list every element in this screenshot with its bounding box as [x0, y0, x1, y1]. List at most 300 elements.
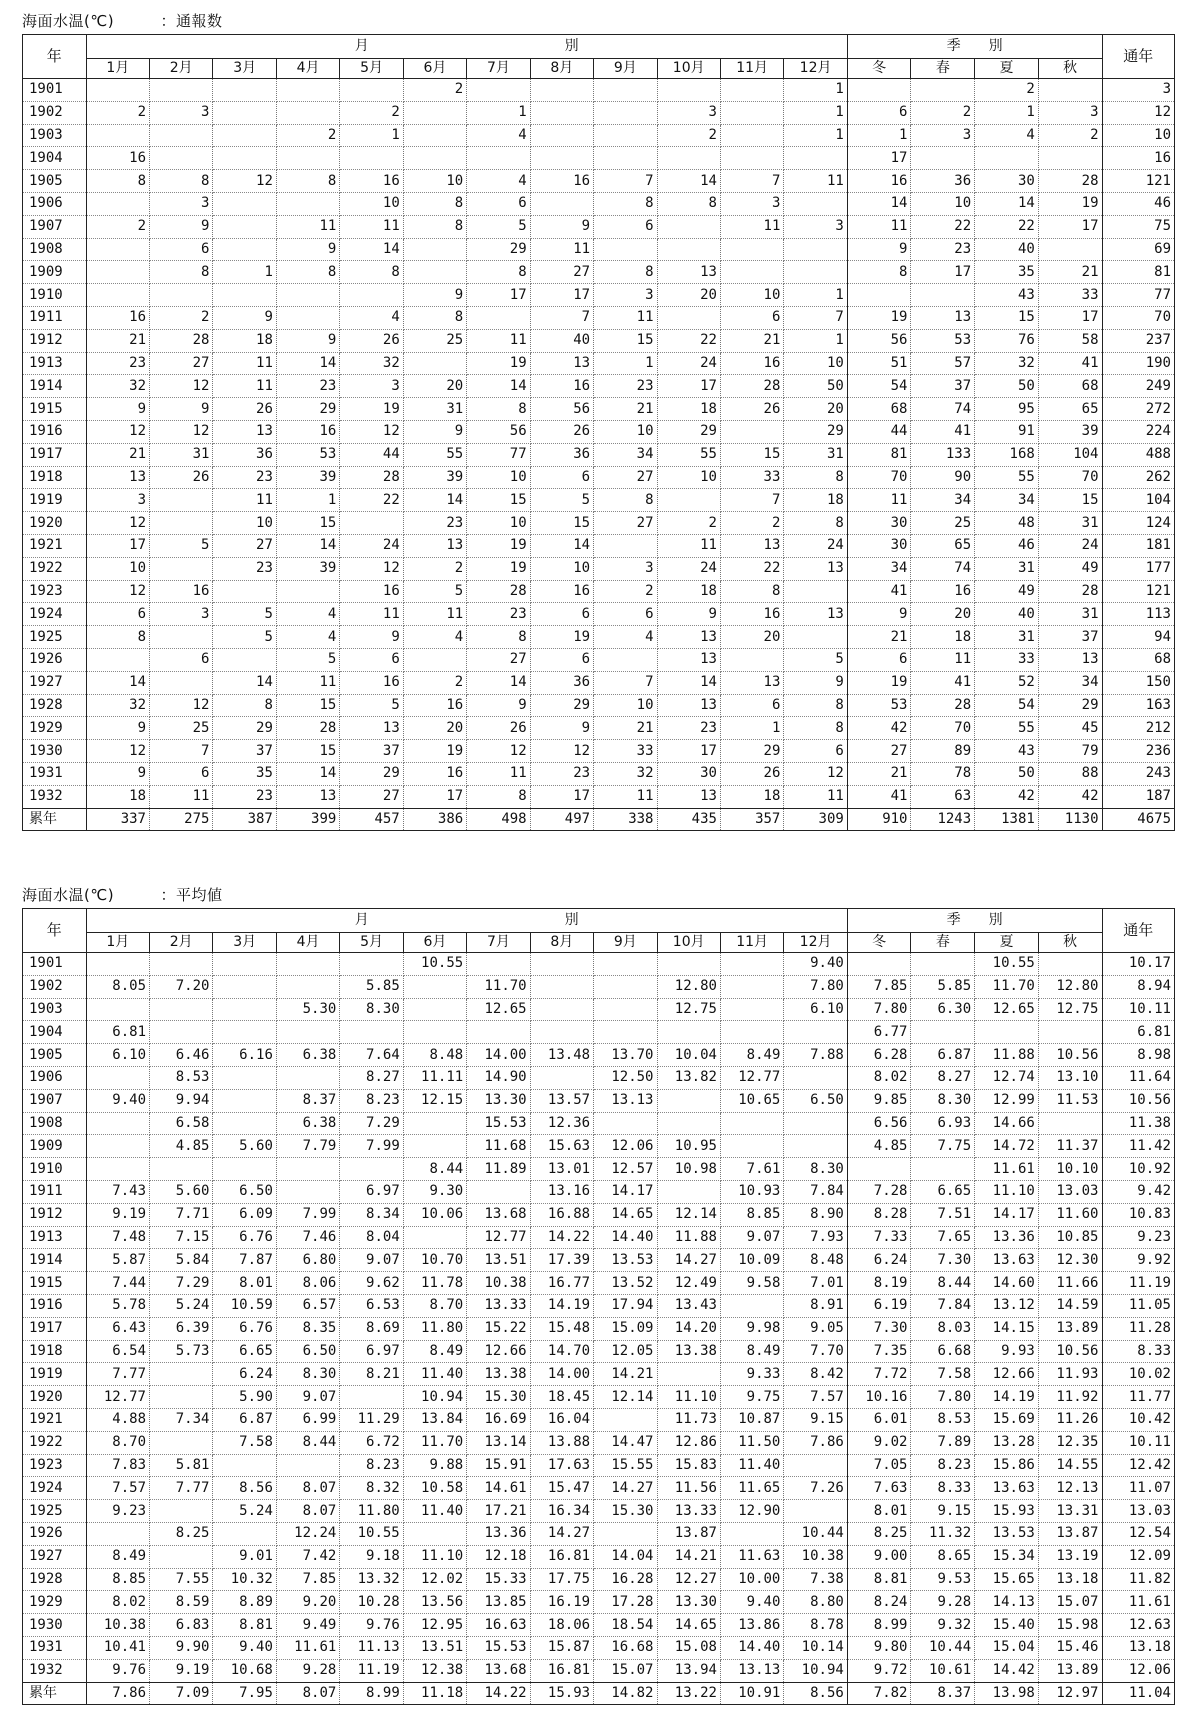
season-value-cell: 22: [975, 215, 1039, 238]
month-value-cell: [720, 1112, 783, 1135]
month-value-cell: [467, 1021, 530, 1044]
month-value-cell: 9: [340, 626, 403, 649]
month-value-cell: 9: [403, 284, 466, 307]
year-cell: 1929: [23, 717, 87, 740]
month-value-cell: 497: [530, 808, 593, 831]
season-value-cell: [847, 1158, 911, 1181]
total-row: [23, 1682, 1175, 1705]
month-value-cell: [213, 1522, 276, 1545]
season-value-cell: 7.28: [847, 1180, 911, 1203]
month-value-cell: 32: [86, 375, 149, 398]
table-row: [23, 998, 1175, 1021]
month-value-cell: [86, 1066, 149, 1089]
month-header: 6月: [403, 933, 466, 953]
annual-value-cell: 10.92: [1102, 1158, 1175, 1181]
month-value-cell: 9.49: [276, 1614, 339, 1637]
season-value-cell: 15: [1038, 489, 1102, 512]
season-value-cell: 14: [975, 192, 1039, 215]
month-value-cell: 8.49: [720, 1340, 783, 1363]
month-value-cell: [150, 489, 213, 512]
month-value-cell: 6: [467, 192, 530, 215]
month-value-cell: [403, 147, 466, 170]
month-value-cell: 8.30: [784, 1158, 847, 1181]
month-value-cell: 8.48: [784, 1249, 847, 1272]
month-value-cell: 17: [657, 740, 720, 763]
month-value-cell: 15.53: [467, 1112, 530, 1135]
table-row: [23, 79, 1175, 102]
season-value-cell: 7.80: [847, 998, 911, 1021]
month-value-cell: 26: [213, 398, 276, 421]
season-value-cell: 41: [847, 785, 911, 808]
month-value-cell: 53: [276, 443, 339, 466]
month-header: 11月: [720, 933, 783, 953]
month-value-cell: 8.44: [403, 1158, 466, 1181]
month-value-cell: 5: [340, 694, 403, 717]
month-header: 5月: [340, 59, 403, 79]
season-value-cell: 12.99: [975, 1089, 1039, 1112]
season-value-cell: 11.70: [975, 975, 1039, 998]
month-value-cell: 8.99: [340, 1682, 403, 1705]
season-value-cell: [911, 284, 975, 307]
year-cell: 1912: [23, 329, 87, 352]
season-value-cell: 70: [911, 717, 975, 740]
season-header: 冬: [847, 933, 911, 953]
annual-value-cell: 10.83: [1102, 1203, 1175, 1226]
month-value-cell: 2: [403, 671, 466, 694]
month-value-cell: [86, 1522, 149, 1545]
season-value-cell: 13.19: [1038, 1545, 1102, 1568]
month-value-cell: 13: [720, 534, 783, 557]
table-row: [23, 694, 1175, 717]
month-value-cell: [784, 192, 847, 215]
season-value-cell: 12.97: [1038, 1682, 1102, 1705]
month-value-cell: 14.90: [467, 1066, 530, 1089]
month-value-cell: [657, 215, 720, 238]
month-value-cell: 13.38: [467, 1363, 530, 1386]
month-value-cell: 435: [657, 808, 720, 831]
month-value-cell: 10.65: [720, 1089, 783, 1112]
season-value-cell: 54: [975, 694, 1039, 717]
annual-column-header: 通年: [1102, 35, 1175, 79]
month-value-cell: 18.54: [594, 1614, 657, 1637]
season-value-cell: 42: [1038, 785, 1102, 808]
season-value-cell: 2: [975, 79, 1039, 102]
month-value-cell: 6.99: [276, 1408, 339, 1431]
annual-value-cell: 150: [1102, 671, 1175, 694]
month-value-cell: [276, 101, 339, 124]
month-value-cell: 7.43: [86, 1180, 149, 1203]
month-value-cell: [657, 489, 720, 512]
month-value-cell: 9: [530, 215, 593, 238]
month-value-cell: 12.77: [467, 1226, 530, 1249]
year-cell: 1903: [23, 124, 87, 147]
season-value-cell: 1381: [975, 808, 1039, 831]
month-value-cell: 10: [657, 466, 720, 489]
month-value-cell: 25: [150, 717, 213, 740]
month-value-cell: 16.19: [530, 1591, 593, 1614]
month-value-cell: 5.60: [213, 1135, 276, 1158]
month-value-cell: 26: [530, 420, 593, 443]
season-value-cell: 9: [847, 238, 911, 261]
month-value-cell: [340, 1021, 403, 1044]
month-value-cell: 12: [340, 557, 403, 580]
month-value-cell: 9: [403, 420, 466, 443]
table-row: [23, 101, 1175, 124]
month-value-cell: 15.55: [594, 1454, 657, 1477]
month-value-cell: [594, 648, 657, 671]
year-cell: 1922: [23, 1431, 87, 1454]
month-value-cell: [657, 1112, 720, 1135]
annual-value-cell: 11.42: [1102, 1135, 1175, 1158]
year-cell: 1904: [23, 1021, 87, 1044]
month-value-cell: 28: [276, 717, 339, 740]
month-value-cell: 8: [276, 170, 339, 193]
month-value-cell: 11.80: [403, 1317, 466, 1340]
season-value-cell: 17: [911, 261, 975, 284]
month-value-cell: [594, 101, 657, 124]
month-value-cell: 8.56: [784, 1682, 847, 1705]
season-value-cell: 18: [911, 626, 975, 649]
season-value-cell: 9.53: [911, 1568, 975, 1591]
year-cell: 1905: [23, 170, 87, 193]
month-value-cell: [213, 284, 276, 307]
month-value-cell: 17: [530, 284, 593, 307]
month-value-cell: 11.88: [657, 1226, 720, 1249]
season-header: 春: [911, 59, 975, 79]
year-column-header: 年: [23, 35, 87, 79]
year-cell: 1921: [23, 534, 87, 557]
month-value-cell: 10: [784, 352, 847, 375]
season-value-cell: 33: [1038, 284, 1102, 307]
month-value-cell: 15.91: [467, 1454, 530, 1477]
month-value-cell: [86, 1158, 149, 1181]
month-value-cell: 13.51: [403, 1636, 466, 1659]
annual-value-cell: 16: [1102, 147, 1175, 170]
season-value-cell: 17: [1038, 215, 1102, 238]
month-value-cell: 8.27: [340, 1066, 403, 1089]
season-value-cell: 10: [911, 192, 975, 215]
month-value-cell: 12.75: [657, 998, 720, 1021]
year-cell: 累年: [23, 1682, 87, 1705]
season-value-cell: 11.26: [1038, 1408, 1102, 1431]
month-value-cell: 11.10: [657, 1386, 720, 1409]
month-value-cell: 11.63: [720, 1545, 783, 1568]
table-row: [23, 648, 1175, 671]
month-value-cell: 18: [720, 785, 783, 808]
month-value-cell: 8: [657, 192, 720, 215]
season-value-cell: 11: [847, 489, 911, 512]
season-value-cell: 8.81: [847, 1568, 911, 1591]
month-value-cell: 35: [213, 762, 276, 785]
month-value-cell: 10.38: [467, 1272, 530, 1295]
month-value-cell: 9.40: [784, 953, 847, 976]
season-value-cell: 53: [847, 694, 911, 717]
annual-value-cell: 163: [1102, 694, 1175, 717]
month-value-cell: 33: [720, 466, 783, 489]
month-value-cell: [720, 1021, 783, 1044]
season-value-cell: 6.68: [911, 1340, 975, 1363]
month-value-cell: 18: [213, 329, 276, 352]
month-value-cell: 8: [150, 170, 213, 193]
month-value-cell: 7.57: [86, 1477, 149, 1500]
month-value-cell: 9.40: [720, 1591, 783, 1614]
month-value-cell: 13.82: [657, 1066, 720, 1089]
month-value-cell: 13.52: [594, 1272, 657, 1295]
annual-value-cell: 249: [1102, 375, 1175, 398]
month-value-cell: [594, 975, 657, 998]
month-value-cell: 9: [530, 717, 593, 740]
month-value-cell: 13.36: [467, 1522, 530, 1545]
annual-value-cell: 237: [1102, 329, 1175, 352]
month-value-cell: 15.08: [657, 1636, 720, 1659]
month-value-cell: 3: [657, 101, 720, 124]
season-value-cell: 9.85: [847, 1089, 911, 1112]
month-value-cell: 20: [403, 375, 466, 398]
year-cell: 1907: [23, 215, 87, 238]
month-value-cell: 7.44: [86, 1272, 149, 1295]
month-value-cell: [213, 79, 276, 102]
season-value-cell: 7.30: [847, 1317, 911, 1340]
month-value-cell: 12.95: [403, 1614, 466, 1637]
season-value-cell: 14.17: [975, 1203, 1039, 1226]
season-value-cell: 133: [911, 443, 975, 466]
month-value-cell: 10.59: [213, 1294, 276, 1317]
month-value-cell: 15.93: [530, 1682, 593, 1705]
month-value-cell: 13.85: [467, 1591, 530, 1614]
month-value-cell: 4: [467, 170, 530, 193]
year-cell: 1932: [23, 785, 87, 808]
month-value-cell: 9: [467, 694, 530, 717]
month-value-cell: 7: [784, 306, 847, 329]
month-value-cell: 9.58: [720, 1272, 783, 1295]
month-value-cell: [720, 953, 783, 976]
month-value-cell: 12.77: [86, 1386, 149, 1409]
month-value-cell: 8.44: [276, 1431, 339, 1454]
month-value-cell: 2: [720, 512, 783, 535]
month-value-cell: 14.27: [594, 1477, 657, 1500]
month-value-cell: 11.61: [276, 1636, 339, 1659]
season-value-cell: 25: [911, 512, 975, 535]
month-value-cell: [213, 580, 276, 603]
annual-value-cell: 4675: [1102, 808, 1175, 831]
month-value-cell: 77: [467, 443, 530, 466]
season-value-cell: 13: [911, 306, 975, 329]
month-value-cell: 16.63: [467, 1614, 530, 1637]
month-value-cell: 11: [784, 785, 847, 808]
month-value-cell: 16.81: [530, 1545, 593, 1568]
season-value-cell: 34: [911, 489, 975, 512]
month-value-cell: 4.85: [150, 1135, 213, 1158]
annual-value-cell: 81: [1102, 261, 1175, 284]
month-value-cell: 7: [594, 170, 657, 193]
month-value-cell: [150, 671, 213, 694]
month-value-cell: 4: [276, 603, 339, 626]
season-value-cell: 56: [847, 329, 911, 352]
season-value-cell: 8.24: [847, 1591, 911, 1614]
season-value-cell: 7.82: [847, 1682, 911, 1705]
month-value-cell: 15: [467, 489, 530, 512]
season-header: 冬: [847, 59, 911, 79]
season-value-cell: 910: [847, 808, 911, 831]
month-value-cell: [657, 306, 720, 329]
month-value-cell: 1: [784, 284, 847, 307]
month-value-cell: 387: [213, 808, 276, 831]
month-value-cell: 17.94: [594, 1294, 657, 1317]
month-value-cell: 15.09: [594, 1317, 657, 1340]
season-value-cell: 104: [1038, 443, 1102, 466]
month-value-cell: 6: [150, 648, 213, 671]
month-value-cell: [150, 1545, 213, 1568]
month-value-cell: 10.38: [86, 1614, 149, 1637]
month-value-cell: 16: [530, 375, 593, 398]
month-value-cell: 8.01: [213, 1272, 276, 1295]
season-value-cell: [1038, 79, 1102, 102]
month-value-cell: 6: [340, 648, 403, 671]
month-value-cell: 14: [340, 238, 403, 261]
month-value-cell: 14.40: [720, 1636, 783, 1659]
season-value-cell: 2: [911, 101, 975, 124]
table-row: [23, 1226, 1175, 1249]
month-value-cell: [403, 998, 466, 1021]
month-value-cell: 12: [340, 420, 403, 443]
season-value-cell: 31: [1038, 603, 1102, 626]
month-value-cell: 13.94: [657, 1659, 720, 1682]
month-value-cell: 12.15: [403, 1089, 466, 1112]
season-value-cell: 9.15: [911, 1500, 975, 1523]
season-value-cell: 9.93: [975, 1340, 1039, 1363]
month-value-cell: 9.30: [403, 1180, 466, 1203]
annual-value-cell: 190: [1102, 352, 1175, 375]
month-value-cell: 8.78: [784, 1614, 847, 1637]
month-value-cell: 21: [594, 717, 657, 740]
month-value-cell: 6.76: [213, 1226, 276, 1249]
month-value-cell: 4: [340, 306, 403, 329]
month-value-cell: 337: [86, 808, 149, 831]
month-value-cell: 20: [784, 398, 847, 421]
month-value-cell: 50: [784, 375, 847, 398]
table-row: [23, 785, 1175, 808]
month-value-cell: 7.88: [784, 1044, 847, 1067]
seasonal-group-header: 季 別: [847, 909, 1102, 933]
month-value-cell: 7.55: [150, 1568, 213, 1591]
table-row: [23, 1180, 1175, 1203]
season-value-cell: [1038, 1112, 1102, 1135]
season-value-cell: 34: [975, 489, 1039, 512]
year-cell: 1921: [23, 1408, 87, 1431]
month-value-cell: 23: [594, 375, 657, 398]
season-value-cell: 28: [1038, 580, 1102, 603]
season-value-cell: [847, 284, 911, 307]
season-value-cell: 41: [911, 420, 975, 443]
month-value-cell: 21: [86, 443, 149, 466]
month-value-cell: 9: [86, 717, 149, 740]
month-value-cell: 11.50: [720, 1431, 783, 1454]
month-header: 7月: [467, 933, 530, 953]
month-header: 4月: [276, 59, 339, 79]
month-value-cell: 13.01: [530, 1158, 593, 1181]
month-value-cell: 12.14: [657, 1203, 720, 1226]
season-value-cell: 40: [975, 238, 1039, 261]
month-value-cell: 14: [276, 534, 339, 557]
month-value-cell: 56: [467, 420, 530, 443]
month-value-cell: 11.29: [340, 1408, 403, 1431]
month-value-cell: 5: [276, 648, 339, 671]
month-value-cell: 8: [784, 694, 847, 717]
season-value-cell: 3: [911, 124, 975, 147]
annual-value-cell: 11.04: [1102, 1682, 1175, 1705]
month-header: 7月: [467, 59, 530, 79]
table-row: [23, 466, 1175, 489]
month-value-cell: 11: [594, 785, 657, 808]
month-value-cell: 14: [467, 671, 530, 694]
month-value-cell: 9: [276, 329, 339, 352]
month-value-cell: 10: [86, 557, 149, 580]
season-value-cell: 6.87: [911, 1044, 975, 1067]
month-value-cell: 32: [86, 694, 149, 717]
month-value-cell: 8: [467, 626, 530, 649]
month-value-cell: 13: [657, 785, 720, 808]
season-value-cell: 76: [975, 329, 1039, 352]
month-value-cell: [720, 238, 783, 261]
monthly-group-header: 月 別: [86, 909, 847, 933]
monthly-group-header: 月 別: [86, 35, 847, 59]
month-value-cell: [594, 147, 657, 170]
month-value-cell: 9: [86, 398, 149, 421]
annual-value-cell: 69: [1102, 238, 1175, 261]
month-value-cell: 10: [530, 557, 593, 580]
month-value-cell: 2: [86, 101, 149, 124]
month-value-cell: 44: [340, 443, 403, 466]
month-value-cell: 25: [403, 329, 466, 352]
season-value-cell: 8.25: [847, 1522, 911, 1545]
month-value-cell: 14.22: [530, 1226, 593, 1249]
table-row: [23, 1272, 1175, 1295]
month-value-cell: 18: [657, 398, 720, 421]
season-value-cell: 57: [911, 352, 975, 375]
season-value-cell: 7.72: [847, 1363, 911, 1386]
month-value-cell: 55: [403, 443, 466, 466]
season-value-cell: 19: [1038, 192, 1102, 215]
seasonal-group-header: 季 別: [847, 35, 1102, 59]
month-value-cell: 23: [657, 717, 720, 740]
month-value-cell: 8.85: [720, 1203, 783, 1226]
month-value-cell: 11: [213, 352, 276, 375]
month-value-cell: 16: [86, 147, 149, 170]
table-row: [23, 953, 1175, 976]
month-value-cell: 14.61: [467, 1477, 530, 1500]
month-value-cell: 9.75: [720, 1386, 783, 1409]
month-value-cell: 13: [213, 420, 276, 443]
month-value-cell: 29: [530, 694, 593, 717]
season-value-cell: 15.40: [975, 1614, 1039, 1637]
season-value-cell: 14.55: [1038, 1454, 1102, 1477]
month-value-cell: 7.20: [150, 975, 213, 998]
month-value-cell: 10: [467, 512, 530, 535]
month-value-cell: 12.06: [594, 1135, 657, 1158]
month-value-cell: 11: [276, 215, 339, 238]
month-value-cell: 18: [657, 580, 720, 603]
season-value-cell: 14.60: [975, 1272, 1039, 1295]
month-value-cell: 1: [340, 124, 403, 147]
month-value-cell: [150, 124, 213, 147]
month-value-cell: 12.86: [657, 1431, 720, 1454]
month-value-cell: 8.04: [340, 1226, 403, 1249]
month-value-cell: 8.25: [150, 1522, 213, 1545]
month-value-cell: [784, 1021, 847, 1044]
season-value-cell: 7.85: [847, 975, 911, 998]
annual-value-cell: 9.23: [1102, 1226, 1175, 1249]
month-value-cell: [784, 626, 847, 649]
